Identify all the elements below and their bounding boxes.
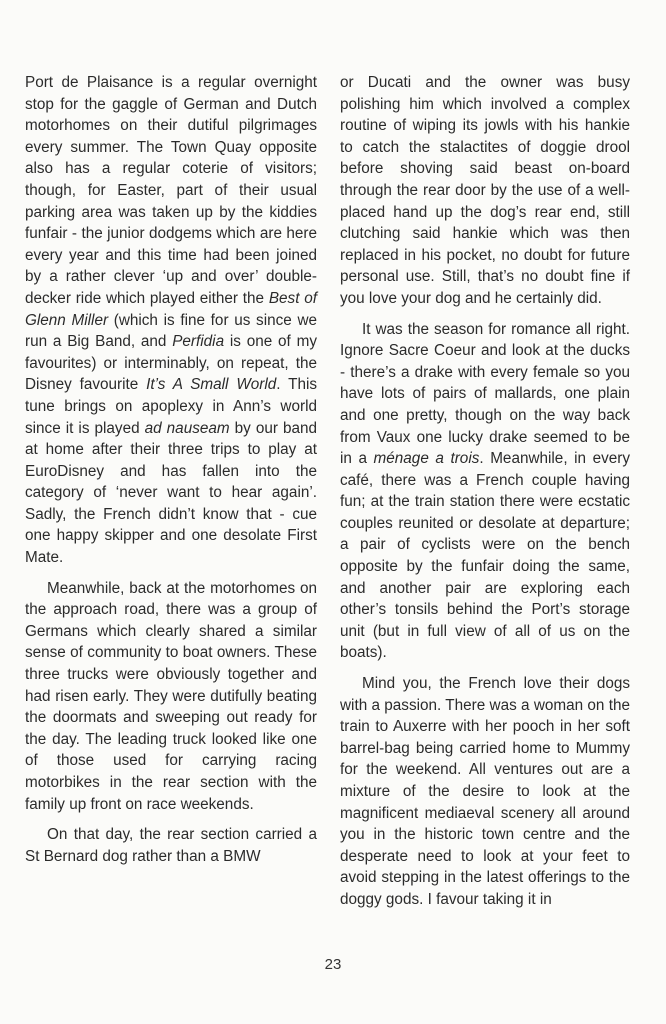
page-number: 23 (324, 956, 342, 973)
italic-text: ménage a trois (373, 450, 480, 468)
paragraph (340, 673, 630, 911)
text-run: On that day, the rear section carried a St Bernard dog rather than a BMW (25, 826, 317, 865)
paragraph (25, 578, 317, 816)
text-run: is one of my favourites) or interminably, on repeat, the Disney favourite (25, 333, 317, 394)
text-run: Meanwhile, back at the motorhomes on the approach road, there was a group of Germans which clearly shared a similar sense of community to boat owners. These three trucks were obviously together and had risen early. They were dutifully beating the doormats and sweeping out ready for the day. The leading truck looked like one of those used for carrying racing motorbikes in the rear section with the family up front on race weekends. (25, 579, 317, 813)
text-run: . This tune brings on apoplexy in Ann’s world since it is played (25, 376, 317, 437)
text-run: Port de Plaisance is a regular overnight stop for the gaggle of German and Dutch motorhomes on their dutiful pilgrimages every summer. The Town Quay opposite also has a regular coterie of visitors; though, for Easter, part of their usual parking area was taken up by the kiddies funfair - the junior dodgems which are here every year and this time had been joined by a rather clever ‘up and over’ double-decker ride which played either the (25, 74, 317, 307)
paragraph (340, 319, 630, 665)
text-run: It was the season for romance all right. Ignore Sacre Coeur and look at the ducks - there’s a drake with every female so you have lots of pairs of mallards, one plain and one pretty, though on the way back from Vaux one lucky drake seemed to be in a (340, 320, 630, 468)
right-column (340, 72, 630, 920)
left-column (25, 72, 317, 876)
paragraph (25, 824, 317, 867)
text-run: . Meanwhile, in every café, there was a French couple having fun; at the train station there were ecstatic couples reunited or desolate at departure; a pair of cyclists were on the bench opposite by the funfair doing the same, and another pair are exploring each other’s tonsils behind the Port’s storage unit (but in full view of all of us on the boats). (340, 450, 631, 662)
italic-text: ad nauseam (144, 419, 230, 437)
text-run: Mind you, the French love their dogs with a passion. There was a woman on the train to Auxerre with her pooch in her soft barrel-bag being carried home to Mummy for the weekend. All ventures out are a mixture of the desire to look at the magnificent mediaeval scenery all around you in the historic town centre and the desperate need to look at your feet to avoid stepping in the latest offerings to the doggy gods. I favour taking it in (340, 675, 630, 908)
text-run: or Ducati and the owner was busy polishing him which involved a complex routine of wiping its jowls with his hankie to catch the stalactites of doggie drool before shoving said beast on-board through the rear door by the use of a well-placed hand up the dog’s rear end, still clutching said hankie which was then replaced in his pocket, no doubt for future personal use. Still, that’s no doubt fine if you love your dog and he certainly did. (340, 74, 630, 307)
italic-text: Perfidia (172, 333, 225, 351)
text-run: by our band at home after their three trips to play at EuroDisney and has fallen into the category of ‘never want to hear again’. Sadly, the French didn’t know that - cue one happy skipper and one desolate First Mate. (25, 419, 318, 567)
text-run: (which is fine for us since we run a Big Band, and (25, 311, 318, 351)
paragraph (25, 72, 317, 569)
paragraph (340, 72, 630, 310)
italic-text: Best of Glenn Miller (25, 289, 317, 329)
italic-text: It’s A Small World (146, 376, 277, 394)
